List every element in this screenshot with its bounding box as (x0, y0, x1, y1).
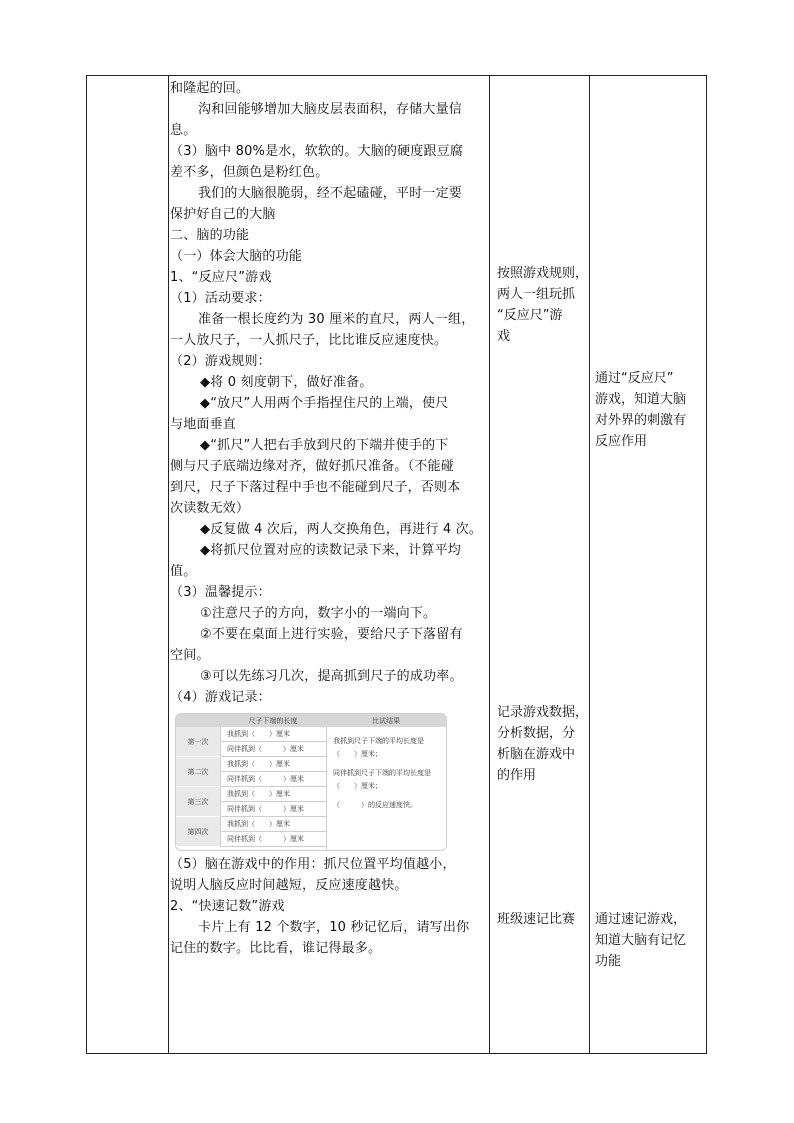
record-cell-me: 我抓到（ ）厘米 (220, 817, 326, 832)
record-cell-partner: 同伴抓到（ ）厘米 (220, 802, 326, 817)
column-divider (168, 76, 169, 1053)
section-heading: （一）体会大脑的功能 (170, 249, 303, 264)
text-line: 和隆起的回。 (170, 81, 250, 96)
tip-item: ②不要在桌面上进行实验，要给尺子下落留有 (200, 627, 463, 642)
rule-item: ◆“放尺”人用两个手指捏住尺的上端，使尺 (200, 396, 449, 411)
text-line: 功能 (595, 954, 622, 969)
text-line: 卡片上有 12 个数字，10 秒记忆后，请写出你 (198, 920, 470, 935)
student-activity-block (497, 702, 588, 786)
game-record-table (176, 714, 446, 850)
record-round: 第一次 (176, 727, 220, 757)
record-cell-partner: 同伴抓到（ ）厘米 (220, 832, 326, 847)
section-heading: 2、“快速记数”游戏 (170, 899, 285, 914)
student-activity-block (497, 263, 588, 347)
text-line: 我们的大脑很脆弱，经不起磕碰，平时一定要 (198, 186, 463, 201)
section-heading: 1、“反应尺”游戏 (170, 270, 272, 285)
text-line: 通过速记游戏， (595, 912, 687, 927)
record-cell-me: 我抓到（ ）厘米 (220, 727, 326, 742)
text-line: （3）温馨提示： (170, 585, 271, 600)
rule-item: ◆反复做 4 次后，两人交换角色，再进行 4 次。 (200, 522, 483, 537)
design-intent-block (595, 368, 686, 452)
tip-item: ①注意尺子的方向，数字小的一端向下。 (200, 606, 437, 621)
text-line: （3）脑中 80%是水，软软的。大脑的硬度跟豆腐 (170, 144, 464, 159)
text-line: 差不多，但颜色是粉红色。 (170, 165, 329, 180)
text-line: （4）游戏记录： (170, 690, 271, 705)
record-header-result: 比试结果 (372, 717, 400, 725)
record-header-length: 尺子下端的长度 (248, 717, 298, 725)
rule-item: ◆将 0 刻度朝下，做好准备。 (200, 375, 373, 390)
rule-item: ◆“抓尺”人把右手放到尺的下端并使手的下 (200, 438, 449, 453)
text-line: 保护好自己的大脑 (170, 207, 276, 222)
column-divider (589, 76, 590, 1053)
tip-item: ③可以先练习几次，提高抓到尺子的成功率。 (200, 669, 463, 684)
lesson-table (86, 75, 707, 1054)
record-round: 第四次 (176, 817, 220, 847)
record-result-area (326, 727, 446, 850)
text-line: “反应尺”游 (497, 308, 563, 323)
teaching-content-column (170, 78, 492, 959)
text-line: 息。 (170, 123, 197, 138)
record-cell-partner: 同伴抓到（ ）厘米 (220, 742, 326, 757)
record-cell-me: 我抓到（ ）厘米 (220, 787, 326, 802)
text-line: 次读数无效） (170, 501, 250, 516)
text-line: 分析数据，分 (497, 726, 576, 741)
text-line: 班级速记比赛 (497, 912, 576, 927)
text-line: （5）脑在游戏中的作用：抓尺位置平均值越小， (170, 857, 456, 872)
text-line: 反应作用 (595, 434, 648, 449)
record-cell-partner: 同伴抓到（ ）厘米 (220, 772, 326, 787)
record-result-line: 同伴抓到尺子下端的平均长度是（ ）厘米； (333, 769, 431, 790)
text-line: 一人放尺子，一人抓尺子，比比谁反应速度快。 (170, 333, 448, 348)
text-line: 析脑在游戏中 (497, 747, 576, 762)
record-result-line: （ ）的反应速度快。 (333, 801, 417, 809)
text-line: 到尺，尺子下落过程中手也不能碰到尺子，否则本 (170, 480, 461, 495)
student-activity-block (497, 909, 575, 930)
text-line: （2）游戏规则： (170, 354, 271, 369)
text-line: 侧与尺子底端边缘对齐，做好抓尺准备。（不能碰 (170, 459, 454, 474)
section-heading: 二、脑的功能 (170, 228, 250, 243)
record-cell-me: 我抓到（ ）厘米 (220, 757, 326, 772)
text-line: 与地面垂直 (170, 417, 237, 432)
rule-item: ◆将抓尺位置对应的读数记录下来，计算平均 (200, 543, 461, 558)
text-line: 值。 (170, 564, 197, 579)
text-line: 记住的数字。比比看，谁记得最多。 (170, 941, 382, 956)
text-line: 沟和回能够增加大脑皮层表面积，存储大量信 (198, 102, 463, 117)
record-result-line: 我抓到尺子下端的平均长度是（ ）厘米； (333, 737, 424, 758)
text-line: 说明人脑反应时间越短，反应速度越快。 (170, 878, 408, 893)
text-line: 对外界的刺激有 (595, 413, 687, 428)
record-header (176, 714, 446, 727)
text-line: 知道大脑有记忆 (595, 933, 687, 948)
text-line: 游戏，知道大脑 (595, 392, 687, 407)
text-line: 两人一组玩抓 (497, 287, 576, 302)
record-round: 第三次 (176, 787, 220, 817)
text-line: 准备一根长度约为 30 厘米的直尺，两人一组， (198, 312, 475, 327)
text-line: 空间。 (170, 648, 210, 663)
text-line: 按照游戏规则， (497, 266, 589, 281)
text-line: 通过“反应尺” (595, 371, 674, 386)
text-line: 戏 (497, 329, 511, 344)
text-line: 记录游戏数据， (497, 705, 589, 720)
text-line: 的作用 (497, 768, 537, 783)
record-round: 第二次 (176, 757, 220, 787)
design-intent-block (595, 909, 686, 972)
text-line: （1）活动要求： (170, 291, 271, 306)
